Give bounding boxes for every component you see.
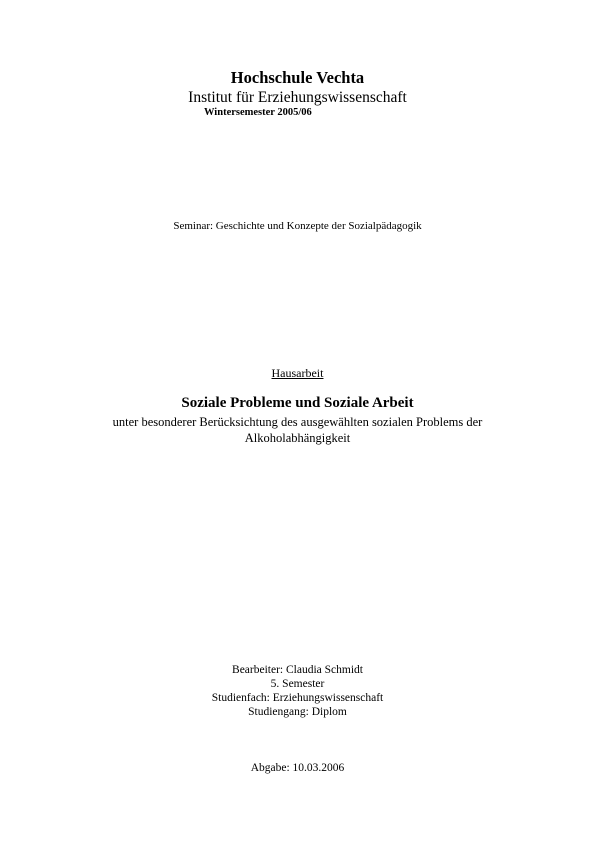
author-name: Bearbeiter: Claudia Schmidt [232, 664, 363, 676]
author-block [0, 663, 595, 719]
author-program: Studiengang: Diplom [248, 706, 347, 718]
submission-date: Abgabe: 10.03.2006 [250, 762, 345, 774]
semester-label: Wintersemester 2005/06 [204, 107, 312, 118]
institute-name: Institut für Erziehungswissenschaft [188, 89, 407, 106]
author-subject: Studienfach: Erziehungswissenschaft [211, 692, 384, 704]
document-subtitle [0, 414, 595, 446]
subtitle-line-2: Alkoholabhängigkeit [244, 431, 351, 445]
subtitle-line-1: unter besonderer Berücksichtung des ausgewählten sozialen Problems der [112, 415, 483, 429]
document-title: Soziale Probleme und Soziale Arbeit [181, 395, 414, 411]
document-type: Hausarbeit [271, 366, 324, 380]
seminar-title: Seminar: Geschichte und Konzepte der Sozialpädagogik [173, 220, 422, 232]
author-semester: 5. Semester [270, 678, 325, 690]
university-name: Hochschule Vechta [230, 68, 365, 87]
